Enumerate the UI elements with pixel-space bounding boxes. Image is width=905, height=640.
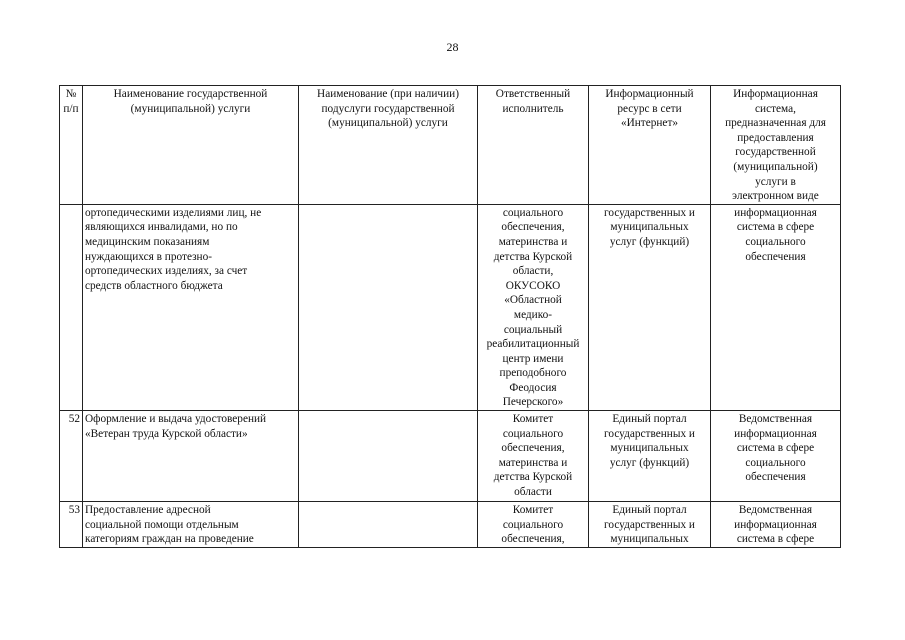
cell-text-line: (муниципальной) bbox=[733, 160, 818, 173]
table-header-row bbox=[60, 86, 841, 205]
cell-text-line: ортопедических изделиях, за счет bbox=[85, 265, 248, 278]
cell-text-line: (муниципальной) услуги bbox=[328, 117, 448, 130]
cell-text-line: Печерского» bbox=[502, 396, 564, 409]
cell-text-line: Комитет bbox=[512, 504, 554, 517]
cell-text-line: государственной bbox=[735, 146, 816, 159]
executor-cell bbox=[478, 204, 589, 410]
cell-text-line: п/п bbox=[63, 102, 79, 115]
cell-text-line: электронном виде bbox=[732, 190, 819, 203]
cell-text-line: «Интернет» bbox=[620, 117, 679, 130]
cell-text-line: Информационный bbox=[605, 88, 694, 100]
row-number-cell bbox=[60, 502, 83, 548]
header-cell-information-system bbox=[711, 86, 841, 205]
cell-text-line: материнства и bbox=[498, 235, 568, 248]
service-name-cell bbox=[83, 204, 299, 410]
cell-text-line: услуги в bbox=[755, 175, 796, 188]
cell-text-line: ОКУСОКО bbox=[505, 279, 561, 292]
cell-text-line: государственных и bbox=[604, 206, 695, 219]
cell-text-line: Информационная bbox=[733, 88, 818, 100]
cell-text-line: муниципальных bbox=[610, 533, 689, 546]
cell-text-line: области, bbox=[512, 265, 554, 278]
cell-text-line: Ведомственная bbox=[738, 504, 813, 517]
cell-text-line: Ведомственная bbox=[738, 413, 813, 426]
cell-text-line: система в сфере bbox=[736, 221, 815, 234]
cell-text-line: государственных и bbox=[604, 427, 695, 440]
cell-text-line: обеспечения bbox=[745, 471, 806, 484]
row-number-cell bbox=[60, 204, 83, 410]
table-row bbox=[60, 204, 841, 410]
cell-text-line: детства Курской bbox=[493, 250, 573, 263]
cell-text-line: социальный bbox=[503, 323, 563, 336]
table-row bbox=[60, 411, 841, 502]
internet-resource-cell bbox=[589, 502, 711, 548]
cell-text-line: муниципальных bbox=[610, 221, 689, 234]
subservice-cell bbox=[299, 411, 478, 502]
cell-text-line: государственных и bbox=[604, 518, 695, 531]
cell-text-line: система в сфере bbox=[736, 442, 815, 455]
services-table bbox=[59, 85, 841, 548]
cell-text-line: социального bbox=[745, 235, 806, 248]
cell-text-line: (муниципальной) услуги bbox=[130, 102, 251, 115]
header-cell-executor bbox=[478, 86, 589, 205]
cell-text-line: являющихся инвалидами, но по bbox=[85, 221, 238, 234]
cell-text-line: обеспечения, bbox=[501, 442, 565, 455]
cell-text-line: реабилитационный bbox=[486, 338, 580, 351]
cell-text-line: категориям граждан на проведение bbox=[85, 533, 254, 546]
internet-resource-cell bbox=[589, 204, 711, 410]
cell-text-line: преподобного bbox=[499, 367, 567, 380]
cell-text-line: «Областной bbox=[504, 294, 562, 307]
cell-text-line: предназначенная для bbox=[725, 117, 826, 130]
cell-text-line: медицинским показаниям bbox=[85, 235, 210, 248]
cell-text-line: Комитет bbox=[512, 413, 554, 426]
header-cell-subservice bbox=[299, 86, 478, 205]
cell-text-line: обеспечения bbox=[745, 250, 806, 263]
cell-text-line: № bbox=[65, 88, 77, 100]
cell-text-line: ортопедическими изделиями лиц, не bbox=[85, 206, 262, 219]
header-cell-number bbox=[60, 86, 83, 205]
cell-text-line: средств областного бюджета bbox=[85, 279, 223, 292]
cell-text-line: 53 bbox=[68, 504, 80, 517]
cell-text-line: обеспечения, bbox=[501, 533, 565, 546]
cell-text-line: нуждающихся в протезно- bbox=[85, 250, 213, 263]
cell-text-line: детства Курской bbox=[493, 471, 573, 484]
header-cell-service bbox=[83, 86, 299, 205]
cell-text-line: Ответственный bbox=[495, 88, 571, 100]
internet-resource-cell bbox=[589, 411, 711, 502]
cell-text-line: социального bbox=[502, 427, 564, 440]
cell-text-line: социального bbox=[502, 206, 564, 219]
cell-text-line: Наименование (при наличии) bbox=[317, 88, 459, 100]
cell-text-line: «Ветеран труда Курской области» bbox=[85, 427, 248, 440]
cell-text-line: подуслуги государственной bbox=[321, 102, 455, 115]
cell-text-line: медико- bbox=[513, 308, 553, 321]
information-system-cell bbox=[711, 204, 841, 410]
cell-text-line: информационная bbox=[734, 206, 817, 219]
cell-text-line: Единый портал bbox=[612, 504, 687, 517]
cell-text-line: области bbox=[514, 486, 552, 499]
subservice-cell bbox=[299, 204, 478, 410]
cell-text-line: 52 bbox=[68, 413, 80, 426]
cell-text-line: муниципальных bbox=[610, 442, 689, 455]
cell-text-line: центр имени bbox=[502, 352, 564, 365]
cell-text-line: материнства и bbox=[498, 456, 568, 469]
executor-cell bbox=[478, 411, 589, 502]
cell-text-line: система, bbox=[755, 102, 796, 115]
cell-text-line: социального bbox=[745, 456, 806, 469]
header-cell-internet-resource bbox=[589, 86, 711, 205]
executor-cell bbox=[478, 502, 589, 548]
cell-text-line: услуг (функций) bbox=[609, 235, 690, 248]
information-system-cell bbox=[711, 411, 841, 502]
cell-text-line: социальной помощи отдельным bbox=[85, 518, 239, 531]
service-name-cell bbox=[83, 502, 299, 548]
cell-text-line: информационная bbox=[734, 518, 817, 531]
cell-text-line: обеспечения, bbox=[501, 221, 565, 234]
cell-text-line: Предоставление адресной bbox=[85, 504, 211, 517]
cell-text-line: Единый портал bbox=[612, 413, 687, 426]
cell-text-line: предоставления bbox=[737, 131, 814, 144]
information-system-cell bbox=[711, 502, 841, 548]
row-number-cell bbox=[60, 411, 83, 502]
cell-text-line: услуг (функций) bbox=[609, 456, 690, 469]
cell-text-line: исполнитель bbox=[502, 102, 564, 115]
cell-text-line: Оформление и выдача удостоверений bbox=[85, 413, 267, 426]
cell-text-line: информационная bbox=[734, 427, 817, 440]
table-row bbox=[60, 502, 841, 548]
cell-text-line: система в сфере bbox=[736, 533, 815, 546]
service-name-cell bbox=[83, 411, 299, 502]
cell-text-line: ресурс в сети bbox=[617, 102, 682, 115]
cell-text-line: Наименование государственной bbox=[113, 88, 268, 100]
cell-text-line: социального bbox=[502, 518, 564, 531]
page-number: 28 bbox=[446, 40, 459, 54]
subservice-cell bbox=[299, 502, 478, 548]
cell-text-line: Феодосия bbox=[509, 381, 557, 394]
